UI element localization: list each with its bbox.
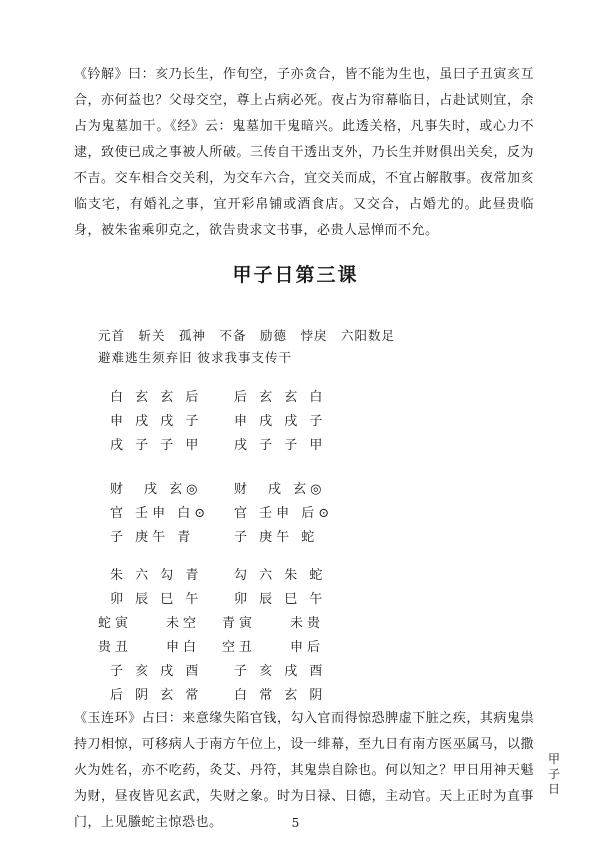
lessons-row: 戌 子 子 甲	[234, 438, 327, 453]
plate-row: 青寅 未贵	[222, 616, 325, 631]
side-running-head: 甲子日	[547, 752, 560, 796]
lessons-row: 戌 子 子 甲	[110, 438, 203, 453]
plate-row: 子 亥 戌 酉	[234, 664, 327, 679]
plate-row: 卯 辰 巳 午	[110, 592, 203, 607]
heaven-plate-night	[222, 564, 327, 708]
transmission-row: 子 庚午 青	[110, 530, 195, 545]
transmission-row: 子 庚午 蛇	[234, 530, 319, 545]
plate-row: 空丑 申后	[222, 640, 325, 655]
paragraph-qianjie: 《钤解》曰：亥乃长生，作旬空，子亦贪合，皆不能为生也，虽曰子丑寅亥互合，亦何益也？父母交空，尊上占病必死。夜占为帘幕临日，占赴试则宜，余占为鬼墓加干。《经》云：鬼墓加干鬼暗兴。此透关格，凡事失时，或心力不逮，致使已成之事被人所破。三传自干透出支外，乃长生并财俱出关矣，反为不吉。交车相合交关利，为交车六合，宜交关而成，不宜占解散事。夜常加亥临支宅，有婚礼之事，宜开彩帛铺或酒食店。又交合，占婚尤的。此昼贵临身，被朱雀乘卯克之，欲告贵求文书事，必贵人忌惮而不允。	[74, 67, 534, 238]
three-transmissions-day	[110, 478, 209, 550]
plate-row: 后 阴 玄 常	[110, 688, 203, 703]
transmission-row: 官 壬申 白⊙	[110, 506, 210, 521]
plate-row: 白 常 玄 阴	[234, 688, 327, 703]
heaven-plate-day	[98, 564, 203, 708]
four-lessons-night	[234, 386, 326, 458]
paragraph-yulianhuan: 《玉连环》占曰：来意缘失陷官钱，勾入官而得惊恐脾虚下脏之疾，其病鬼祟持刀相惊，可移病人于南方午位上，设一绯幕，至九日有南方医巫属马，以撒火为姓名，亦不吃药，灸艾、丹符，其鬼祟自除也。何以知之？甲日用神天魁为财，昼夜皆见玄武，失财之象。时为日禄、日德，主动官。天上正时为直事门，上见螣蛇主惊恐也。	[74, 711, 534, 830]
lessons-row: 后 玄 玄 白	[234, 390, 327, 405]
plate-row: 子 亥 戌 酉	[110, 664, 203, 679]
page-number: 5	[291, 816, 300, 830]
keywords-line-1: 元首 斩关 孤神 不备 励德 悖戾 六阳数足	[98, 328, 396, 343]
plate-row: 卯 辰 巳 午	[234, 592, 327, 607]
four-lessons-day	[110, 386, 202, 458]
plate-row: 贵丑 申白	[98, 640, 201, 655]
transmission-row: 财 戌 玄◎	[110, 482, 202, 497]
lessons-row: 申 戌 戌 子	[234, 414, 327, 429]
keywords-line-2: 避难逃生须弃旧 彼求我事支传干	[98, 350, 292, 365]
lessons-row: 申 戌 戌 子	[110, 414, 203, 429]
lessons-row: 白 玄 玄 后	[110, 390, 203, 405]
plate-row: 朱 六 勾 青	[110, 568, 203, 583]
three-transmissions-night	[234, 478, 333, 550]
transmission-row: 官 壬申 后⊙	[234, 506, 334, 521]
plate-row: 勾 六 朱 蛇	[234, 568, 327, 583]
transmission-row: 财 戌 玄◎	[234, 482, 326, 497]
chapter-title: 甲子日第三课	[232, 264, 359, 286]
plate-row: 蛇寅 未空	[98, 616, 201, 631]
